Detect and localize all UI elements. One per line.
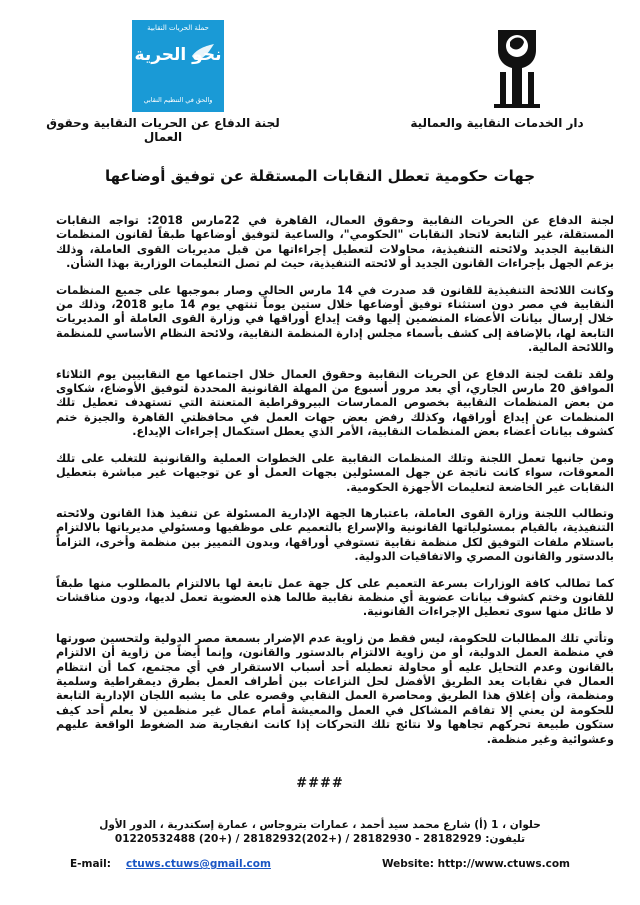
freedom-campaign-logo <box>132 20 224 112</box>
email-label: E-mail: <box>70 858 111 870</box>
footer-contact <box>70 818 570 846</box>
logo-top-text: حملة الحريات النقابية <box>147 24 209 32</box>
footer-address: حلوان ، 1 (أ) شارع محمد سيد أحمد ، عمارات بتروجاس ، عمارة إسكندرية ، الدور الأول <box>99 819 541 831</box>
paragraph: ولقد تلقت لجنة الدفاع عن الحريات النقابية وحقوق العمال خلال اجتماعها مع النقابيين يوم الثلاثاء الموافق 20 مارس الجاري، أي بعد مرور أسبوع من المهلة القانونية المحددة لتوفيق الأوضاع، شكاوى من بعض المنظمات النقابية بخصوص الممارسات البيروقراطية المتعنتة التي تستهدف تعطيل تلك المنظمات عن إيداع أوراقها، وكذلك رفض بعض جهات العمل في محافظتي القاهرة والجيزة ختم كشوف بيانات أعضاء بعض المنظمات النقابية، الأمر الذي يعطل استكمال إجراءات الإيداع. <box>56 367 614 439</box>
paragraph: وكانت اللائحة التنفيذية للقانون قد صدرت في 14 مارس الحالي وصار بموجبها على جميع المنظمات النقابية في مصر دون استثناء توفيق أوضاعها خلال ستين يوماً تنتهي يوم 14 مايو 2018، وذلك من خلال إرسال بيانات الأعضاء المنضمين إليها وقت إيداع أوراقها في وزارة القوى العاملة أو المديريات التابعة لها، بالإضافة إلى كشف بأسماء مجلس إدارة المنظمة النقابية، ولائحة النظام الأساسي للمنظمة واللائحة المالية. <box>56 283 614 355</box>
website-link[interactable]: Website: http://www.ctuws.com <box>381 858 570 870</box>
paragraph: لجنة الدفاع عن الحريات النقابية وحقوق العمال، القاهرة في 22مارس 2018: تواجه النقابات المستقلة، غير التابعة لاتحاد النقابات "الحكومي"، والساعية لتوفيق أوضاعها طبقاً لقانون المنظمات النقابية الجديد ولائحته التنفيذية، محاولات لتعطيل إجراءاتها من قبل مديريات القوى العاملة، وذلك بزعم الجهل بإجراءات القانون الجديد أو لائحته التنفيذية، حيث لم تصل التعليمات الوزارية بهذا الشأن. <box>56 214 614 271</box>
paragraph: وتطالب اللجنة وزارة القوى العاملة، باعتبارها الجهة الإدارية المسئولة عن تنفيذ هذا القانون ولائحته التنفيذية، بالقيام بمسئولياتها القانونية والإسراع بالتعميم على موظفيها ومسئولي مديرياتها بالالتزام باستلام ملفات التوفيق لكل منظمة نقابية تستوفي أوراقها، وبدون التمييز بين منظمة وأخرى، التزاماً بالدستور والقانون المصري والاتفاقيات الدولية. <box>56 506 614 564</box>
closing-marks: #### <box>296 776 344 791</box>
fist-emblem-icon <box>486 20 548 112</box>
logo-mid-text: نحو الحرية <box>134 45 222 65</box>
email-link[interactable]: ctuws.ctuws@gmail.com <box>126 858 271 870</box>
paragraph: كما تطالب كافة الوزارات بسرعة التعميم على كل جهة عمل تابعة لها بالالتزام بالمطلوب منها طبقاً للقانون وختم كشوف بيانات عضوية أي منظمة نقابية طالما هذه العضوية تعمل لديها، ودون مناقشات لا طائل منها سوى تعطيل الإجراءات القانونية. <box>56 576 614 619</box>
logo-bottom-text: والحق في التنظيم النقابي <box>143 96 213 104</box>
footer-phones: تليفون: 28182929 - 28182930 / (+202)28182932 / (+20) 01220532488 <box>114 833 526 845</box>
article-body <box>56 214 614 759</box>
org-name-right: دار الخدمات النقابية والعمالية <box>410 116 584 130</box>
org-name-left: لجنة الدفاع عن الحريات النقابية وحقوق العمال <box>46 116 280 144</box>
paragraph: وتأتي تلك المطالبات للحكومة، ليس فقط من زاوية عدم الإضرار بسمعة مصر الدولية ولتحسين صورتها في منظمة العمل الدولية، أو من زاوية الالتزام بالدستور والقانون، وإنما أيضاً من زاوية أن الالتزام بالقانون وعدم التحايل عليه أو محاولة تعطيله أحد أسباب الاستقرار في أي مجتمع، كما أن انتظام العمال في نقابات يعد الطريق الأفضل لحل النزاعات بين أطراف العمل بطرق ديمقراطية وسلمية ومنظمة، وأن إغلاق هذا الطريق ومحاصرة العمل النقابي وقصره على ما يشبه اللجان الإدارية التابعة للحكومة لن يعني إلا تفاقم المشاكل في العمل والمعيشة أمام عمال غير منظمين لا يعلم أحد كيف ستكون طبيعة تحركهم تجاهها ولا نتائج تلك التحركات إذا كانت انفجارية ضد الضغوط الواقعة عليهم وعشوائية وغير منظمة. <box>56 631 614 746</box>
headline: جهات حكومية تعطل النقابات المستقلة عن توفيق أوضاعها <box>104 167 536 185</box>
ctuws-logo <box>486 20 548 112</box>
paragraph: ومن جانبها تعمل اللجنة وتلك المنظمات النقابية على الخطوات العملية والقانونية للتغلب على تلك المعوقات، سواء كانت ناتجة عن جهل المسئولين بجهات العمل أو عن توجيهات غير مباشرة بتعطيل النقابات غير الخاضعة لتعليمات الأجهزة الحكومية. <box>56 451 614 494</box>
